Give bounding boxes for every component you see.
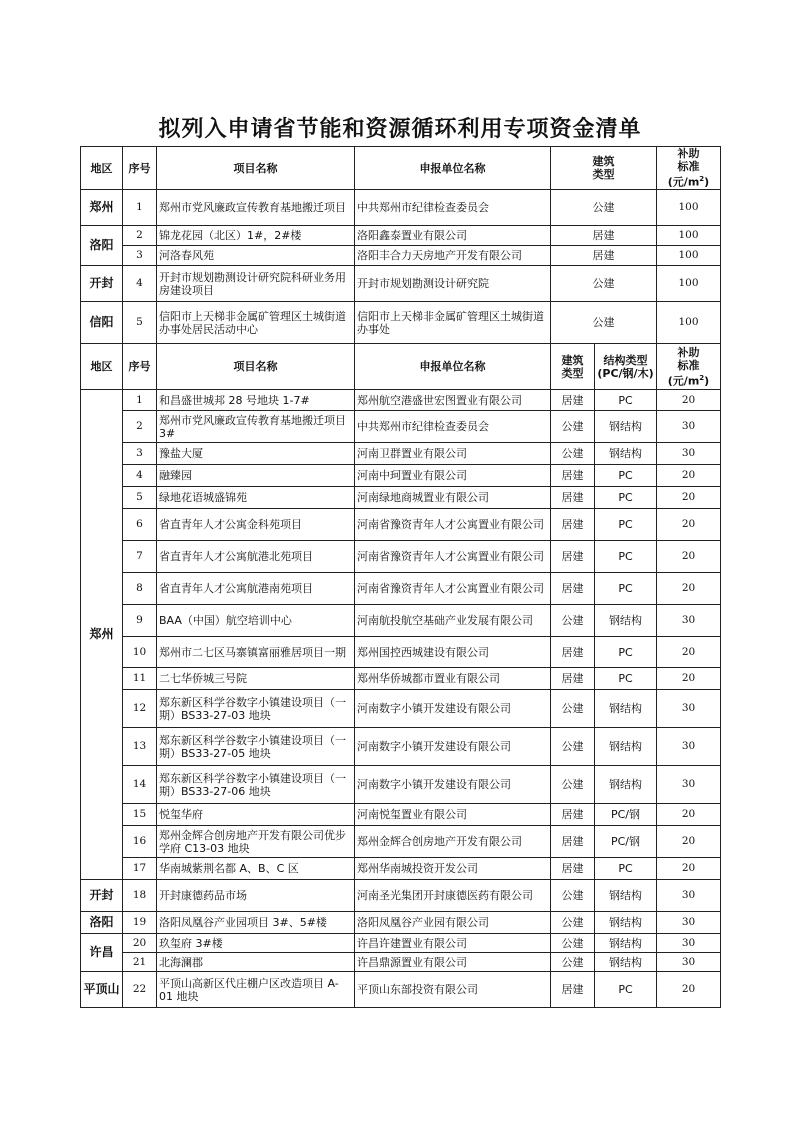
building-type-cell: 公建 — [551, 880, 595, 912]
project-name-cell: 郑东新区科学谷数字小镇建设项目（一期）BS33-27-06 地块 — [157, 766, 355, 804]
table-row — [81, 541, 721, 573]
header-project: 项目名称 — [157, 344, 355, 390]
region-cell: 洛阳 — [81, 912, 123, 934]
table-row — [81, 826, 721, 858]
seq-cell: 19 — [123, 912, 157, 934]
region-cell: 开封 — [81, 266, 123, 302]
subsidy-cell: 20 — [657, 637, 721, 668]
header-subsidy: 补助 标准 (元$/m^2$) — [657, 344, 721, 390]
seq-cell: 12 — [123, 690, 157, 728]
building-type-cell: 公建 — [551, 728, 595, 766]
seq-cell: 5 — [123, 487, 157, 509]
header-unit: 申报单位名称 — [355, 344, 551, 390]
structure-type-cell: 钢结构 — [595, 690, 657, 728]
table-row — [81, 246, 721, 266]
unit-name-cell: 洛阳鑫泰置业有限公司 — [355, 226, 551, 246]
seq-cell: 14 — [123, 766, 157, 804]
unit-name-cell: 河南省豫资青年人才公寓置业有限公司 — [355, 509, 551, 541]
header-region: 地区 — [81, 147, 123, 190]
seq-cell: 20 — [123, 934, 157, 953]
structure-type-cell: PC — [595, 509, 657, 541]
table-row — [81, 912, 721, 934]
subsidy-cell: 20 — [657, 804, 721, 826]
subsidy-cell: 20 — [657, 465, 721, 487]
unit-name-cell: 郑州华南城投资开发公司 — [355, 858, 551, 880]
project-name-cell: 豫盐大厦 — [157, 443, 355, 465]
building-type-cell: 居建 — [551, 226, 657, 246]
subsidy-cell: 100 — [657, 246, 721, 266]
table-row — [81, 858, 721, 880]
building-type-cell: 居建 — [551, 573, 595, 605]
seq-cell: 18 — [123, 880, 157, 912]
structure-type-cell: PC — [595, 541, 657, 573]
project-name-cell: 郑东新区科学谷数字小镇建设项目（一期）BS33-27-05 地块 — [157, 728, 355, 766]
structure-type-cell: 钢结构 — [595, 953, 657, 972]
table-row — [81, 804, 721, 826]
structure-type-cell: 钢结构 — [595, 880, 657, 912]
unit-name-cell: 河南绿地商城置业有限公司 — [355, 487, 551, 509]
subsidy-cell: 20 — [657, 573, 721, 605]
subsidy-cell: 20 — [657, 390, 721, 411]
unit-name-cell: 开封市规划勘测设计研究院 — [355, 266, 551, 302]
structure-type-cell: 钢结构 — [595, 766, 657, 804]
header-region: 地区 — [81, 344, 123, 390]
project-name-cell: 绿地花语城盛锦苑 — [157, 487, 355, 509]
project-name-cell: 融臻园 — [157, 465, 355, 487]
subsidy-cell: 30 — [657, 880, 721, 912]
subsidy-cell: 100 — [657, 226, 721, 246]
subsidy-cell: 100 — [657, 302, 721, 344]
unit-name-cell: 郑州航空港盛世宏图置业有限公司 — [355, 390, 551, 411]
table-row — [81, 302, 721, 344]
building-type-cell: 居建 — [551, 541, 595, 573]
building-type-cell: 公建 — [551, 934, 595, 953]
subsidy-cell: 30 — [657, 443, 721, 465]
unit-name-cell: 河南卫群置业有限公司 — [355, 443, 551, 465]
building-type-cell: 公建 — [551, 605, 595, 637]
table-row — [81, 728, 721, 766]
building-type-cell: 公建 — [551, 953, 595, 972]
unit-name-cell: 河南数字小镇开发建设有限公司 — [355, 690, 551, 728]
region-cell: 郑州 — [81, 390, 123, 880]
unit-name-cell: 河南航投航空基础产业发展有限公司 — [355, 605, 551, 637]
project-name-cell: 锦龙花园（北区）1#，2#楼 — [157, 226, 355, 246]
seq-cell: 7 — [123, 541, 157, 573]
project-name-cell: 平顶山高新区代庄棚户区改造项目 A-01 地块 — [157, 972, 355, 1008]
building-type-cell: 公建 — [551, 411, 595, 443]
building-type-cell: 居建 — [551, 487, 595, 509]
project-name-cell: 洛阳凤凰谷产业园项目 3#、5#楼 — [157, 912, 355, 934]
unit-name-cell: 郑州金辉合创房地产开发有限公司 — [355, 826, 551, 858]
seq-cell: 4 — [123, 266, 157, 302]
region-cell: 洛阳 — [81, 226, 123, 266]
building-type-cell: 居建 — [551, 246, 657, 266]
subsidy-cell: 100 — [657, 190, 721, 226]
project-name-cell: 郑州市党风廉政宣传教育基地搬迁项目 3# — [157, 411, 355, 443]
building-type-cell: 居建 — [551, 858, 595, 880]
project-name-cell: 和昌盛世城邦 28 号地块 1-7# — [157, 390, 355, 411]
subsidy-cell: 30 — [657, 766, 721, 804]
unit-name-cell: 河南数字小镇开发建设有限公司 — [355, 766, 551, 804]
unit-name-cell: 中共郑州市纪律检查委员会 — [355, 190, 551, 226]
region-cell: 开封 — [81, 880, 123, 912]
project-name-cell: 开封市规划勘测设计研究院科研业务用房建设项目 — [157, 266, 355, 302]
project-name-cell: 郑州金辉合创房地产开发有限公司优步学府 C13-03 地块 — [157, 826, 355, 858]
project-name-cell: 郑东新区科学谷数字小镇建设项目（一期）BS33-27-03 地块 — [157, 690, 355, 728]
structure-type-cell: PC — [595, 668, 657, 690]
project-name-cell: 郑州市党风廉政宣传教育基地搬迁项目 — [157, 190, 355, 226]
building-type-cell: 居建 — [551, 637, 595, 668]
unit-name-cell: 河南中珂置业有限公司 — [355, 465, 551, 487]
seq-cell: 1 — [123, 390, 157, 411]
table-row — [81, 443, 721, 465]
building-type-cell: 居建 — [551, 390, 595, 411]
subsidy-cell: 30 — [657, 953, 721, 972]
project-name-cell: 郑州市二七区马寨镇富丽雅居项目一期 — [157, 637, 355, 668]
subsidy-cell: 30 — [657, 912, 721, 934]
subsidy-cell: 20 — [657, 509, 721, 541]
unit-name-cell: 中共郑州市纪律检查委员会 — [355, 411, 551, 443]
subsidy-cell: 100 — [657, 266, 721, 302]
building-type-cell: 公建 — [551, 302, 657, 344]
table-row — [81, 190, 721, 226]
project-name-cell: 北海澜郡 — [157, 953, 355, 972]
seq-cell: 17 — [123, 858, 157, 880]
unit-name-cell: 河南省豫资青年人才公寓置业有限公司 — [355, 541, 551, 573]
header-seq: 序号 — [123, 344, 157, 390]
header-subsidy: 补助 标准 (元$/m^2$) — [657, 147, 721, 190]
building-type-cell: 居建 — [551, 826, 595, 858]
seq-cell: 16 — [123, 826, 157, 858]
project-name-cell: 省直青年人才公寓航港北苑项目 — [157, 541, 355, 573]
structure-type-cell: PC — [595, 487, 657, 509]
table-row — [81, 573, 721, 605]
unit-name-cell: 许昌鼎源置业有限公司 — [355, 953, 551, 972]
structure-type-cell: PC/钢 — [595, 826, 657, 858]
header-structure: 结构类型 (PC/钢/木) — [595, 344, 657, 390]
unit-name-cell: 洛阳凤凰谷产业园有限公司 — [355, 912, 551, 934]
header-type: 建筑 类型 — [551, 344, 595, 390]
structure-type-cell: 钢结构 — [595, 605, 657, 637]
unit-name-cell: 河南圣光集团开封康德医药有限公司 — [355, 880, 551, 912]
seq-cell: 21 — [123, 953, 157, 972]
unit-name-cell: 郑州华侨城都市置业有限公司 — [355, 668, 551, 690]
unit-name-cell: 河南悦玺置业有限公司 — [355, 804, 551, 826]
table-row — [81, 465, 721, 487]
header-seq: 序号 — [123, 147, 157, 190]
project-name-cell: 开封康德药品市场 — [157, 880, 355, 912]
table2-header-row — [81, 344, 721, 390]
seq-cell: 4 — [123, 465, 157, 487]
structure-type-cell: 钢结构 — [595, 934, 657, 953]
project-name-cell: 省直青年人才公寓金科苑项目 — [157, 509, 355, 541]
table-row — [81, 690, 721, 728]
subsidy-cell: 20 — [657, 487, 721, 509]
table-row — [81, 266, 721, 302]
table-row — [81, 411, 721, 443]
seq-cell: 10 — [123, 637, 157, 668]
building-type-cell: 居建 — [551, 465, 595, 487]
subsidy-cell: 20 — [657, 858, 721, 880]
seq-cell: 3 — [123, 443, 157, 465]
structure-type-cell: PC — [595, 465, 657, 487]
table-row — [81, 953, 721, 972]
unit-name-cell: 河南数字小镇开发建设有限公司 — [355, 728, 551, 766]
building-type-cell: 居建 — [551, 804, 595, 826]
project-name-cell: 河洛春风苑 — [157, 246, 355, 266]
unit-name-cell: 洛阳丰合力天房地产开发有限公司 — [355, 246, 551, 266]
subsidy-cell: 30 — [657, 411, 721, 443]
page-title: 拟列入申请省节能和资源循环利用专项资金清单 — [158, 117, 642, 142]
region-cell: 信阳 — [81, 302, 123, 344]
subsidy-cell: 20 — [657, 826, 721, 858]
unit-name-cell: 信阳市上天梯非金属矿管理区土城街道办事处 — [355, 302, 551, 344]
building-type-cell: 公建 — [551, 912, 595, 934]
subsidy-cell: 30 — [657, 728, 721, 766]
subsidy-cell: 30 — [657, 934, 721, 953]
seq-cell: 2 — [123, 226, 157, 246]
seq-cell: 8 — [123, 573, 157, 605]
header-project: 项目名称 — [157, 147, 355, 190]
building-type-cell: 居建 — [551, 509, 595, 541]
building-type-cell: 公建 — [551, 443, 595, 465]
unit-name-cell: 郑州国控西城建设有限公司 — [355, 637, 551, 668]
building-type-cell: 公建 — [551, 190, 657, 226]
structure-type-cell: 钢结构 — [595, 411, 657, 443]
structure-type-cell: 钢结构 — [595, 728, 657, 766]
project-name-cell: 二七华侨城三号院 — [157, 668, 355, 690]
subsidy-cell: 30 — [657, 690, 721, 728]
seq-cell: 15 — [123, 804, 157, 826]
seq-cell: 9 — [123, 605, 157, 637]
building-type-cell: 居建 — [551, 668, 595, 690]
table1-header-row — [81, 147, 721, 190]
building-type-cell: 公建 — [551, 266, 657, 302]
header-unit: 申报单位名称 — [355, 147, 551, 190]
project-name-cell: 华南城紫荆名都 A、B、C 区 — [157, 858, 355, 880]
table-row — [81, 972, 721, 1008]
seq-cell: 2 — [123, 411, 157, 443]
unit-name-cell: 许昌许建置业有限公司 — [355, 934, 551, 953]
fund-list-table — [80, 146, 721, 1008]
table-row — [81, 509, 721, 541]
table-row — [81, 605, 721, 637]
region-cell: 平顶山 — [81, 972, 123, 1008]
header-type: 建筑 类型 — [551, 147, 657, 190]
subsidy-cell: 20 — [657, 541, 721, 573]
table-row — [81, 226, 721, 246]
project-name-cell: 玖玺府 3#楼 — [157, 934, 355, 953]
seq-cell: 3 — [123, 246, 157, 266]
table-row — [81, 637, 721, 668]
structure-type-cell: 钢结构 — [595, 443, 657, 465]
building-type-cell: 居建 — [551, 972, 595, 1008]
subsidy-cell: 20 — [657, 972, 721, 1008]
project-name-cell: 信阳市上天梯非金属矿管理区土城街道办事处居民活动中心 — [157, 302, 355, 344]
structure-type-cell: PC — [595, 390, 657, 411]
seq-cell: 13 — [123, 728, 157, 766]
subsidy-cell: 20 — [657, 668, 721, 690]
seq-cell: 1 — [123, 190, 157, 226]
seq-cell: 5 — [123, 302, 157, 344]
building-type-cell: 公建 — [551, 766, 595, 804]
subsidy-cell: 30 — [657, 605, 721, 637]
project-name-cell: 省直青年人才公寓航港南苑项目 — [157, 573, 355, 605]
unit-name-cell: 河南省豫资青年人才公寓置业有限公司 — [355, 573, 551, 605]
unit-name-cell: 平顶山东部投资有限公司 — [355, 972, 551, 1008]
structure-type-cell: PC/钢 — [595, 804, 657, 826]
building-type-cell: 公建 — [551, 690, 595, 728]
table-row — [81, 390, 721, 411]
structure-type-cell: 钢结构 — [595, 912, 657, 934]
region-cell: 郑州 — [81, 190, 123, 226]
seq-cell: 11 — [123, 668, 157, 690]
structure-type-cell: PC — [595, 573, 657, 605]
table-row — [81, 487, 721, 509]
region-cell: 许昌 — [81, 934, 123, 972]
seq-cell: 6 — [123, 509, 157, 541]
project-name-cell: 悦玺华府 — [157, 804, 355, 826]
structure-type-cell: PC — [595, 858, 657, 880]
structure-type-cell: PC — [595, 972, 657, 1008]
table-row — [81, 880, 721, 912]
structure-type-cell: PC — [595, 637, 657, 668]
project-name-cell: BAA（中国）航空培训中心 — [157, 605, 355, 637]
seq-cell: 22 — [123, 972, 157, 1008]
table-row — [81, 934, 721, 953]
table-row — [81, 766, 721, 804]
table-row — [81, 668, 721, 690]
